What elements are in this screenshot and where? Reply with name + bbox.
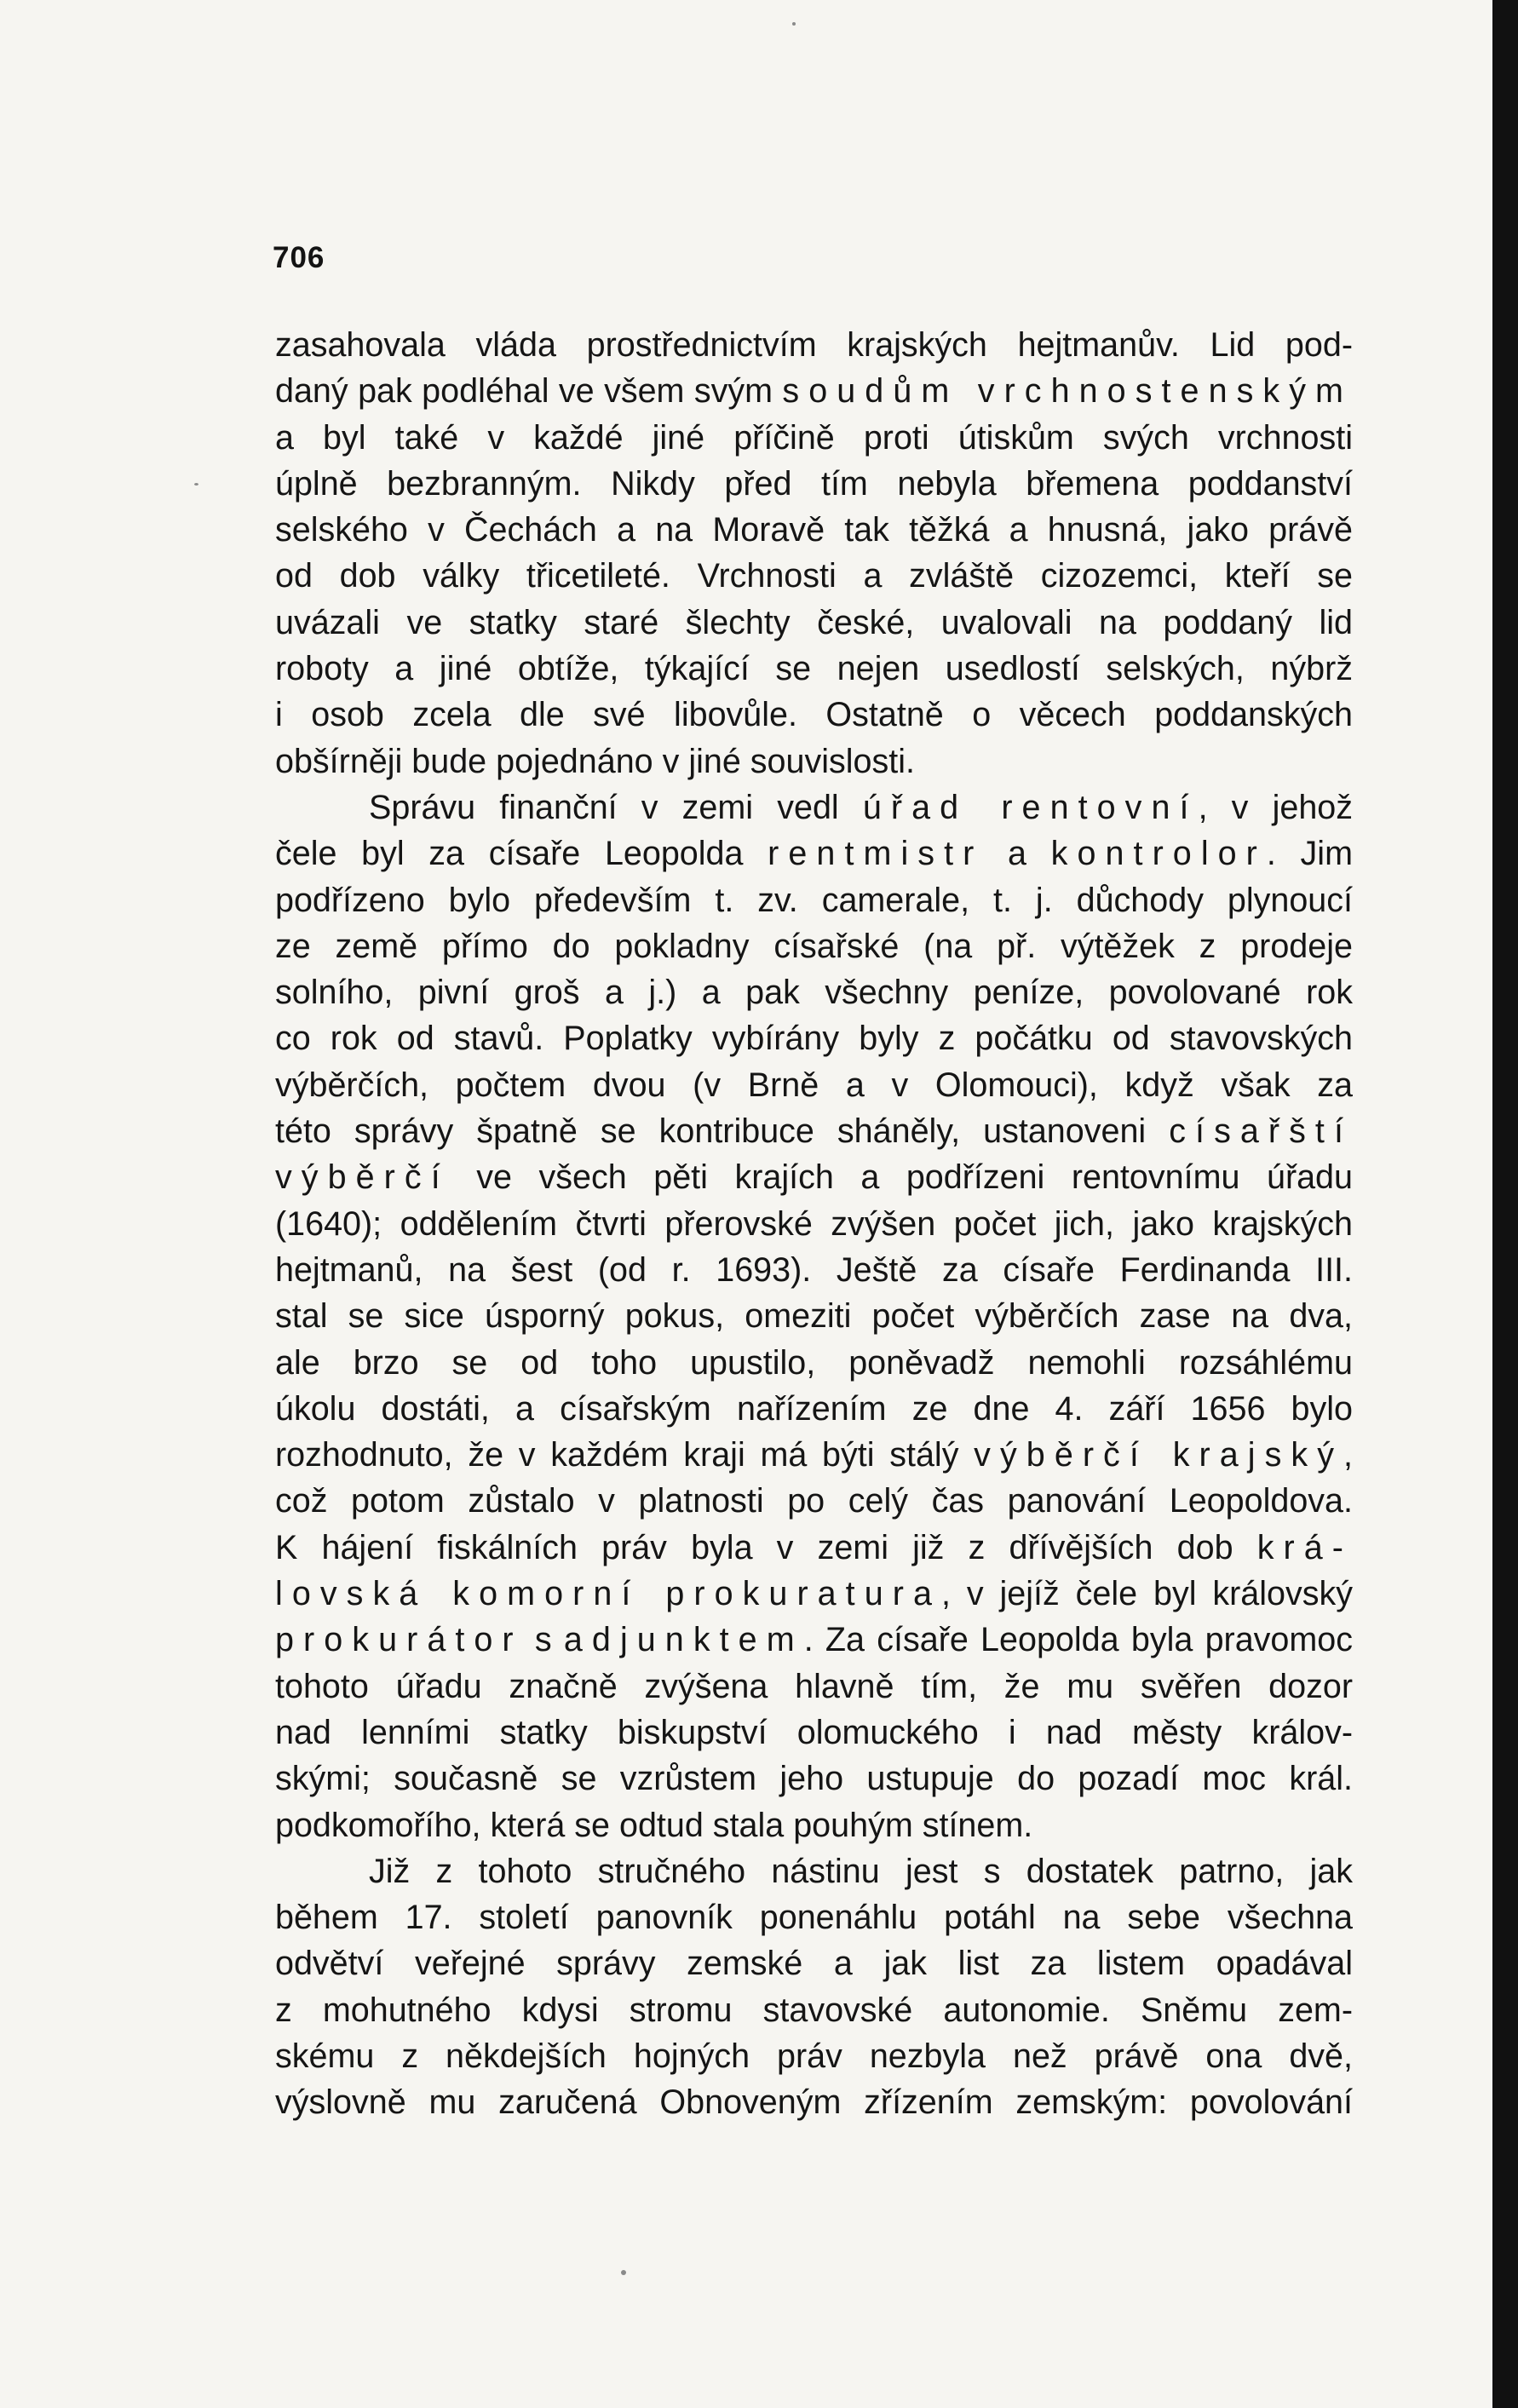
text-segment: s (522, 1621, 564, 1659)
text-segment: podřízeno bylo především t. zv. camerale, t. j. důchody plynoucí (275, 881, 1353, 919)
spaced-emphasis-text: adjunktem (563, 1621, 804, 1659)
text-line (275, 1525, 1353, 1571)
text-segment: podkomořího, která se odtud stala pouhým stínem. (275, 1806, 1033, 1844)
text-segment: zasahovala vláda prostřednictvím krajských hejtmanův. Lid pod- (275, 326, 1353, 364)
text-segment: od dob války třicetileté. Vrchnosti a zvláště cizozemci, kteří se (275, 557, 1353, 595)
text-line (275, 969, 1353, 1015)
text-segment: . Za císaře Leopolda byla pravomoc (803, 1621, 1353, 1659)
text-line (275, 1340, 1353, 1386)
spaced-emphasis-text: soudům vrchnostenským (782, 372, 1353, 411)
text-line (275, 600, 1353, 646)
text-line (275, 1710, 1353, 1756)
text-line (275, 1940, 1353, 1986)
text-line (275, 830, 1353, 876)
text-segment: úkolu dostáti, a císařským nařízením ze dne 4. září 1656 bylo (275, 1389, 1353, 1428)
text-segment: nad lenními statky biskupství olomuckého i nad městy králov- (275, 1713, 1353, 1751)
spaced-emphasis-text: prokurátor (275, 1621, 523, 1659)
text-segment: . Jim (1266, 835, 1353, 873)
text-line (275, 1571, 1353, 1617)
text-line (275, 646, 1353, 692)
text-segment: z mohutného kdysi stromu stavovské autonomie. Sněmu zem- (275, 1991, 1353, 2029)
spaced-emphasis-text: lovská komorní prokuratura (275, 1575, 941, 1613)
text-line (275, 368, 1353, 414)
text-segment: Již z tohoto stručného nástinu jest s dostatek patrno, jak (369, 1852, 1353, 1890)
text-segment: tohoto úřadu značně zvýšena hlavně tím, že mu svěřen dozor (275, 1667, 1353, 1705)
text-line (275, 1987, 1353, 2033)
text-segment: , v jehož (1198, 788, 1354, 826)
text-line (275, 1154, 1353, 1200)
spaced-emphasis-text: kontrolor (1050, 835, 1267, 873)
text-segment: roboty a jiné obtíže, týkající se nejen usedlostí selských, nýbrž (275, 650, 1353, 688)
text-line (275, 1015, 1353, 1061)
text-line (275, 1247, 1353, 1293)
spaced-emphasis-text: císařští (1169, 1112, 1353, 1151)
text-segment: K hájení fiskálních práv byla v zemi již z dřívějších dob (275, 1528, 1257, 1566)
spaced-emphasis-text: úřad rentovní (862, 788, 1199, 826)
text-segment: což potom zůstalo v platnosti po celý čas panování Leopoldova. (275, 1482, 1353, 1520)
text-line (275, 2079, 1353, 2125)
text-line (275, 1293, 1353, 1339)
text-line (275, 1756, 1353, 1802)
text-line (275, 738, 1353, 784)
text-line (275, 1617, 1353, 1663)
text-segment: během 17. století panovník ponenáhlu potáhl na sebe všechna (275, 1899, 1353, 1937)
text-segment: a byl také v každé jiné příčině proti útiskům svých vrchnosti (275, 418, 1353, 457)
text-segment: i osob zcela dle své libovůle. Ostatně o věcech poddanských (275, 696, 1353, 734)
text-line (275, 923, 1353, 969)
text-segment: skými; současně se vzrůstem jeho ustupuje do pozadí moc král. (275, 1760, 1353, 1798)
page-number: 706 (273, 241, 325, 274)
text-segment: Správu finanční v zemi vedl (369, 788, 863, 826)
text-line (275, 1062, 1353, 1108)
paper-speck (621, 2270, 626, 2275)
text-segment: úplně bezbranným. Nikdy před tím nebyla břemena poddanství (275, 464, 1353, 503)
text-line (275, 1664, 1353, 1710)
scan-border (1492, 0, 1518, 2408)
text-segment: ze země přímo do pokladny císařské (na př. výtěžek z prodeje (275, 927, 1353, 965)
text-line (275, 1894, 1353, 1940)
text-segment: této správy špatně se kontribuce sháněly, ustanoveni (275, 1112, 1170, 1151)
text-line (275, 1386, 1353, 1432)
text-line (275, 2033, 1353, 2079)
text-line (275, 415, 1353, 461)
paper-speck (792, 22, 796, 26)
text-line (275, 1802, 1353, 1848)
text-segment: výběrčích, počtem dvou (v Brně a v Olomouci), když však za (275, 1066, 1353, 1104)
text-segment: čele byl za císaře Leopolda (275, 835, 768, 873)
text-line (275, 1108, 1353, 1154)
text-line (275, 692, 1353, 738)
text-line (275, 1848, 1353, 1894)
text-line (275, 784, 1353, 830)
text-segment: ale brzo se od toho upustilo, poněvadž nemohli rozsáhlému (275, 1343, 1353, 1382)
text-segment: (1640); oddělením čtvrti přerovské zvýšen počet jich, jako krajských (275, 1204, 1353, 1243)
text-line (275, 1478, 1353, 1524)
text-line (275, 553, 1353, 599)
text-line (275, 507, 1353, 553)
spaced-emphasis-text: výběrčí (275, 1158, 450, 1197)
spaced-emphasis-text: výběrčí krajský (974, 1436, 1344, 1474)
text-segment: solního, pivní groš a j.) a pak všechny peníze, povolované rok (275, 974, 1353, 1012)
text-segment: selského v Čechách a na Moravě tak těžká a hnusná, jako právě (275, 511, 1353, 549)
text-segment: výslovně mu zaručená Obnoveným zřízením zemským: povolování (275, 2083, 1353, 2122)
text-segment: co rok od stavů. Poplatky vybírány byly z počátku od stavovských (275, 1020, 1353, 1058)
text-segment: ve všech pěti krajích a podřízeni rentovnímu úřadu (449, 1158, 1353, 1197)
paper-speck (194, 483, 198, 486)
text-segment: rozhodnuto, že v každém kraji má býti stálý (275, 1436, 975, 1474)
text-line (275, 1201, 1353, 1247)
text-segment: , (1343, 1436, 1353, 1474)
text-segment: skému z někdejších hojných práv nezbyla než právě ona dvě, (275, 2037, 1353, 2075)
text-segment: , v jejíž čele byl královský (941, 1575, 1353, 1613)
text-line (275, 322, 1353, 368)
spaced-emphasis-text: krá- (1256, 1528, 1353, 1566)
text-line (275, 877, 1353, 923)
text-line (275, 461, 1353, 507)
text-line (275, 1432, 1353, 1478)
text-segment: hejtmanů, na šest (od r. 1693). Ještě za císaře Ferdinanda III. (275, 1250, 1353, 1289)
text-segment: stal se sice úsporný pokus, omeziti počet výběrčích zase na dva, (275, 1297, 1353, 1336)
text-segment: odvětví veřejné správy zemské a jak list za listem opadával (275, 1945, 1353, 1983)
text-segment: obšírněji bude pojednáno v jiné souvislosti. (275, 742, 915, 780)
spaced-emphasis-text: rentmistr (768, 835, 984, 873)
body-text (275, 322, 1353, 2126)
text-segment: a (983, 835, 1051, 873)
text-segment: uvázali ve statky staré šlechty české, uvalovali na poddaný lid (275, 603, 1353, 641)
text-segment: daný pak podléhal ve všem svým (275, 372, 783, 411)
